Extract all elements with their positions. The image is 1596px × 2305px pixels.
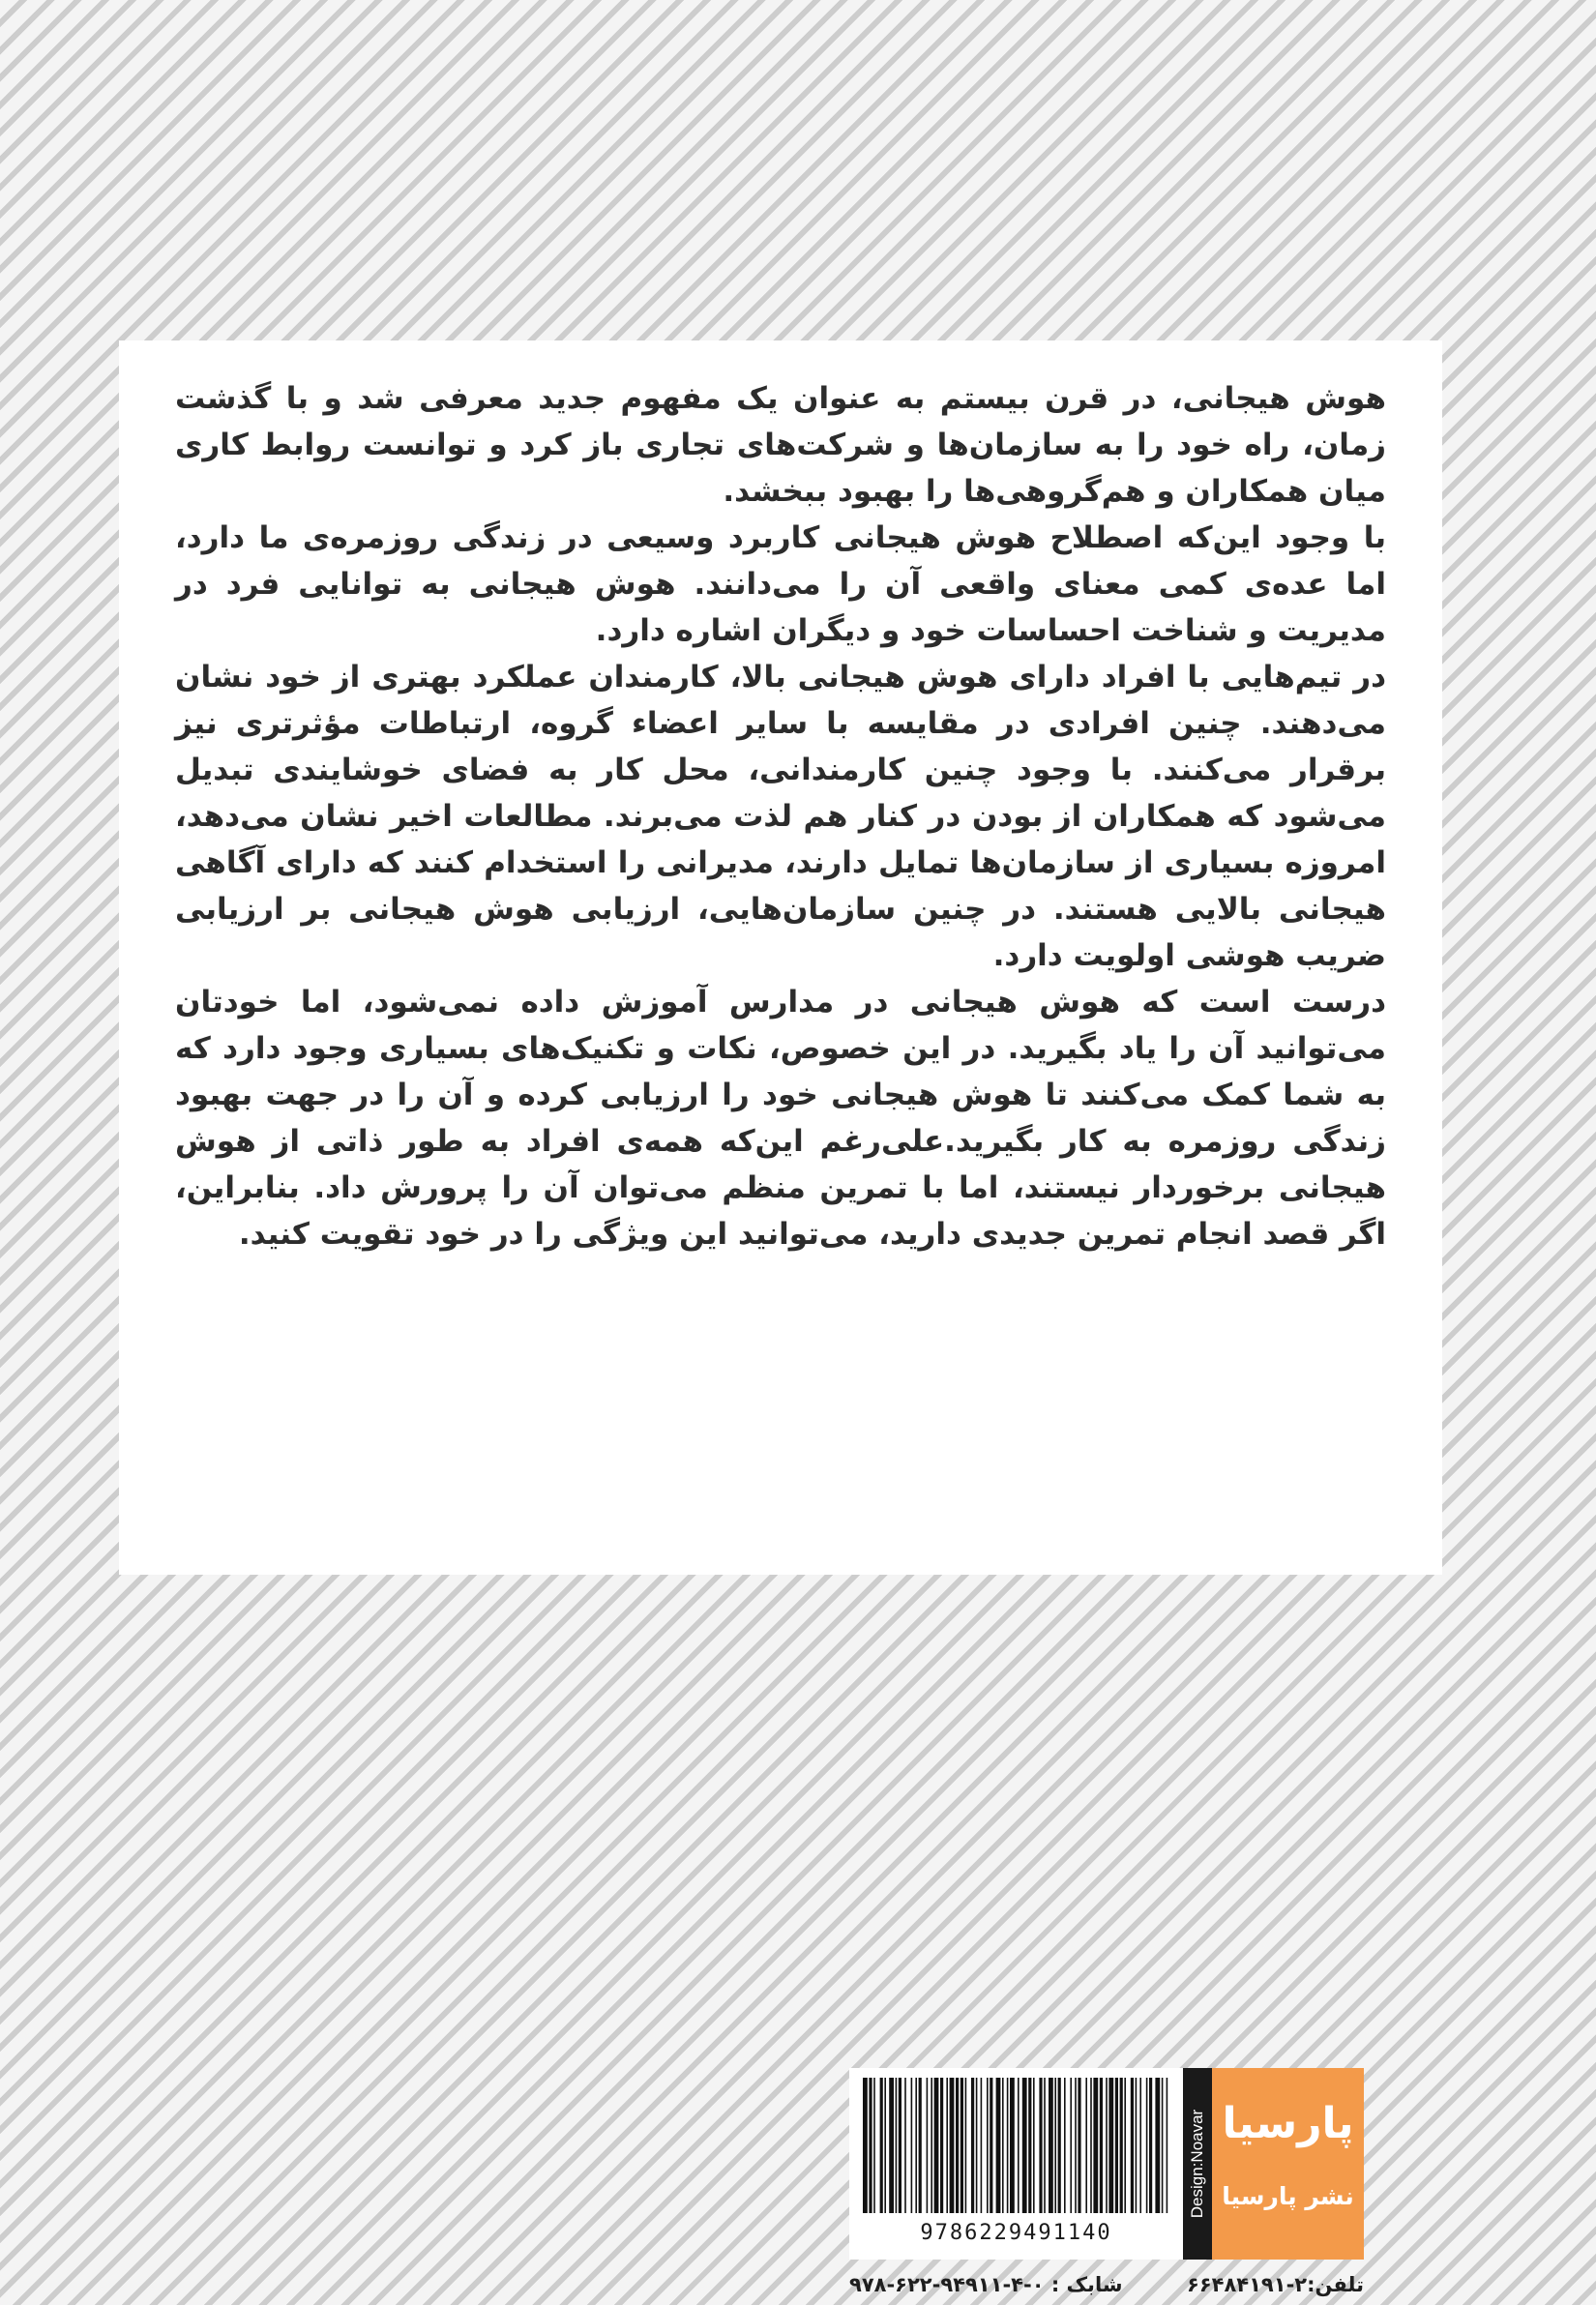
barcode-bar xyxy=(1028,2078,1031,2213)
publisher-logo xyxy=(1212,2068,1364,2260)
barcode-bar xyxy=(1078,2078,1080,2213)
barcode-bar xyxy=(965,2078,967,2213)
barcode-bars xyxy=(859,2078,1173,2215)
barcode-bar xyxy=(1124,2078,1126,2213)
barcode-bar xyxy=(1120,2078,1123,2213)
barcode-bar xyxy=(990,2078,992,2213)
paragraph-intro: هوش هیجانی، در قرن بیستم به عنوان یک مفهوم جدید معرفی شد و با گذشت زمان، راه خود را به سازمان‌ها و شرکت‌های تجاری باز کرد و توانست روابط کاری میان همکاران و هم‌گروهی‌ها را بهبود ببخشد. xyxy=(175,381,1386,509)
barcode-bar xyxy=(946,2078,948,2213)
barcode-bar xyxy=(1167,2078,1168,2213)
barcode-bar xyxy=(1085,2078,1087,2213)
barcode-bar xyxy=(1007,2078,1009,2213)
barcode-bar xyxy=(1070,2078,1072,2213)
barcode-bar xyxy=(987,2078,989,2213)
barcode-bar xyxy=(1002,2078,1004,2213)
barcode-bar xyxy=(931,2078,932,2213)
barcode-bar xyxy=(1064,2078,1066,2213)
barcode-bar xyxy=(1115,2078,1118,2213)
barcode-number: 9786229491140 xyxy=(920,2221,1112,2245)
barcode-bar xyxy=(1075,2078,1077,2213)
barcode-bar xyxy=(976,2078,978,2213)
barcode-bar xyxy=(1106,2078,1108,2213)
barcode-bar xyxy=(1155,2078,1160,2213)
barcode-bar xyxy=(863,2078,868,2213)
paragraph-definition: با وجود این‌که اصطلاح هوش هیجانی کاربرد وسیعی در زندگی روزمره‌ی ما دارد، اما عده‌ی کمی معنای واقعی آن را می‌دانند. هوش هیجانی به توانایی فرد در مدیریت و شناخت احساسات خود و دیگران اشاره دارد. xyxy=(175,520,1386,648)
barcode-bar xyxy=(1039,2078,1042,2213)
barcode-bar xyxy=(915,2078,917,2213)
barcode-bar xyxy=(1018,2078,1020,2213)
barcode-bar xyxy=(899,2078,901,2213)
barcode-bar xyxy=(1108,2078,1113,2213)
barcode-bar xyxy=(869,2078,872,2213)
barcode-bar xyxy=(1058,2078,1061,2213)
back-cover-text-panel xyxy=(119,340,1442,1575)
barcode-bar xyxy=(1131,2078,1134,2213)
barcode-bar xyxy=(880,2078,883,2213)
barcode-bar xyxy=(996,2078,1001,2213)
barcode-bar xyxy=(1136,2078,1138,2213)
barcode-bar xyxy=(1090,2078,1092,2213)
isbn-barcode xyxy=(849,2068,1183,2260)
barcode-bar xyxy=(904,2078,906,2213)
barcode-bar xyxy=(1139,2078,1141,2213)
design-credit-text: Design:Noavar xyxy=(1188,2109,1206,2219)
paragraph-learning: درست است که هوش هیجانی در مدارس آموزش داده نمی‌شود، اما خودتان می‌توانید آن را یاد بگیرید. در این خصوص، نکات و تکنیک‌های بسیاری وجود دارد که به شما کمک می‌کنند تا هوش هیجانی خود را ارزیابی کرده و آن را در جهت بهبود زندگی روزمره به کار بگیرید.علی‌رغم این‌که همه‌ی افراد به طور ذاتی از هوش هیجانی برخوردار نیستند، اما با تمرین منظم می‌توان آن را پرورش داد. بنابراین، اگر قصد انجام تمرین جدیدی دارید، می‌توانید این ویژگی را در خود تقویت کنید. xyxy=(175,985,1386,1252)
barcode-bar xyxy=(889,2078,894,2213)
barcode-bar xyxy=(884,2078,886,2213)
publisher-name: نشر پارسیا xyxy=(1222,2182,1354,2210)
barcode-bar xyxy=(919,2078,922,2213)
barcode-bar xyxy=(1033,2078,1035,2213)
barcode-bar xyxy=(1054,2078,1056,2213)
barcode-bar xyxy=(1093,2078,1098,2213)
barcode-bar xyxy=(1146,2078,1148,2213)
design-credit xyxy=(1183,2068,1212,2260)
publisher-info-line xyxy=(849,2267,1364,2302)
barcode-bar xyxy=(934,2078,939,2213)
barcode-bar xyxy=(1162,2078,1164,2213)
barcode-bar xyxy=(940,2078,943,2213)
barcode-bar xyxy=(956,2078,959,2213)
barcode-bar xyxy=(927,2078,929,2213)
barcode-bar xyxy=(911,2078,913,2213)
barcode-bar xyxy=(981,2078,983,2213)
barcode-bar xyxy=(961,2078,963,2213)
barcode-bar xyxy=(1022,2078,1027,2213)
barcode-bar xyxy=(1010,2078,1015,2213)
barcode-bar xyxy=(873,2078,875,2213)
paragraph-workplace: در تیم‌هایی با افراد دارای هوش هیجانی بالا، کارمندان عملکرد بهتری از خود نشان می‌دهند. چنین افرادی در مقایسه با سایر اعضاء گروه، ارتباطات مؤثرتری نیز برقرار می‌کنند. با وجود چنین کارمندانی، محل کار به فضای خوشایندی تبدیل می‌شود که همکاران از بودن در کنار هم لذت می‌برند. مطالعات اخیر نشان می‌دهد، امروزه بسیاری از سازمان‌ها تمایل دارند، مدیرانی را استخدام کنند که دارای آگاهی هیجانی بالایی هستند. در چنین سازمان‌هایی، ارزیابی هوش هیجانی بر ارزیابی ضریب هوشی اولویت دارد. xyxy=(175,660,1386,973)
barcode-bar xyxy=(950,2078,955,2213)
isbn-code: شابک : ۰-۴-۹۴۹۱۱-۶۲۲-۹۷۸ xyxy=(849,2273,1123,2296)
barcode-bar xyxy=(1149,2078,1152,2213)
barcode-bar xyxy=(1100,2078,1103,2213)
barcode-bar xyxy=(896,2078,898,2213)
publisher-logo-mark: پارسیا xyxy=(1222,2099,1354,2148)
barcode-bar xyxy=(1049,2078,1053,2213)
phone-number: تلفن:۲-۶۶۴۸۴۱۹۱ xyxy=(1187,2273,1364,2296)
barcode-bar xyxy=(971,2078,974,2213)
barcode-bar xyxy=(1044,2078,1046,2213)
